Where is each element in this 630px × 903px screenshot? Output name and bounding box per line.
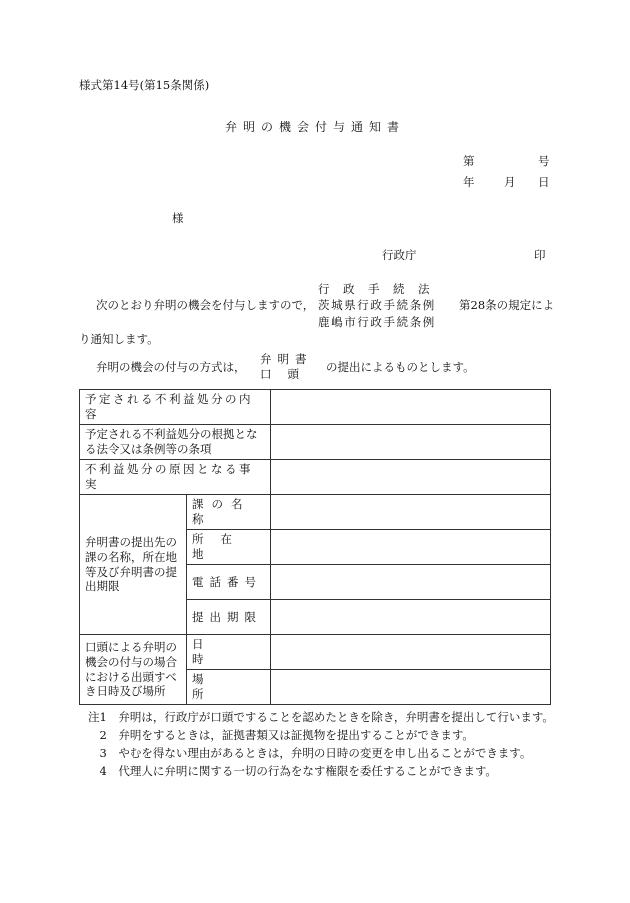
table-row <box>80 425 551 460</box>
sub-label-datetime: 日時 <box>187 635 271 670</box>
sub-label-phone: 電話番号 <box>187 565 271 600</box>
row-label-basis: 予定される不利益処分の根拠となる法令又は条例等の条項 <box>80 425 271 460</box>
law-option-3: 鹿嶋市行政手続条例 <box>318 315 436 329</box>
basis-field[interactable] <box>271 425 551 460</box>
body-text-after: 第28条の規定によ <box>459 298 555 312</box>
row-label-content: 予定される不利益処分の内容 <box>80 390 271 425</box>
law-option-2: 茨城県行政手続条例 <box>318 298 436 312</box>
table-row <box>80 390 551 425</box>
body-text-before: 次のとおり弁明の機会を付与しますので， <box>96 298 315 312</box>
date-day: 日 <box>538 175 550 189</box>
row-label-cause: 不利益処分の原因となる事実 <box>80 460 271 495</box>
date-year: 年 <box>463 175 475 189</box>
method-option-oral: 口頭 <box>260 367 315 381</box>
body-text-line2: り通知します。 <box>79 332 159 346</box>
dept-name-field[interactable] <box>271 495 551 530</box>
sub-label-dept-name: 課の名称 <box>187 495 271 530</box>
number-label: 第 <box>463 154 475 168</box>
phone-field[interactable] <box>271 565 551 600</box>
content-field[interactable] <box>271 390 551 425</box>
details-table <box>79 389 551 705</box>
note-4: 4 代理人に弁明に関する一切の行為をなす権限を委任することができます。 <box>88 764 497 778</box>
table-row <box>80 635 551 670</box>
sub-label-deadline: 提出期限 <box>187 600 271 635</box>
note-1: 注1 弁明は，行政庁が口頭ですることを認めたときを除き，弁明書を提出して行います。 <box>88 710 554 724</box>
group-label-oral: 口頭による弁明の機会の付与の場合における出頭すべき日時及び場所 <box>80 635 187 705</box>
form-number: 様式第14号(第15条関係) <box>79 78 210 92</box>
method-text-before: 弁明の機会の付与の方式は， <box>96 360 246 374</box>
group-label-submission: 弁明書の提出先の課の名称，所在地等及び弁明書の提出期限 <box>80 495 187 635</box>
law-option-1: 行政手続法 <box>318 282 443 296</box>
note-2: 2 弁明をするときは，証拠書類又は証拠物を提出することができます。 <box>88 728 474 742</box>
addressee-suffix: 様 <box>172 211 184 225</box>
cause-field[interactable] <box>271 460 551 495</box>
table-row <box>80 460 551 495</box>
table-row <box>80 495 551 530</box>
number-suffix: 号 <box>538 154 550 168</box>
note-3: 3 やむを得ない理由があるときは，弁明の日時の変更を申し出ることができます。 <box>88 746 532 760</box>
agency-label: 行政庁 <box>382 248 417 262</box>
method-text-after: の提出によるものとします。 <box>326 360 475 374</box>
address-field[interactable] <box>271 530 551 565</box>
sub-label-place: 場所 <box>187 670 271 705</box>
seal-label: 印 <box>534 248 546 262</box>
sub-label-address: 所在地 <box>187 530 271 565</box>
deadline-field[interactable] <box>271 600 551 635</box>
datetime-field[interactable] <box>271 635 551 670</box>
date-month: 月 <box>504 175 516 189</box>
method-option-written: 弁明書 <box>260 352 313 366</box>
document-title: 弁明の機会付与通知書 <box>224 120 405 134</box>
place-field[interactable] <box>271 670 551 705</box>
